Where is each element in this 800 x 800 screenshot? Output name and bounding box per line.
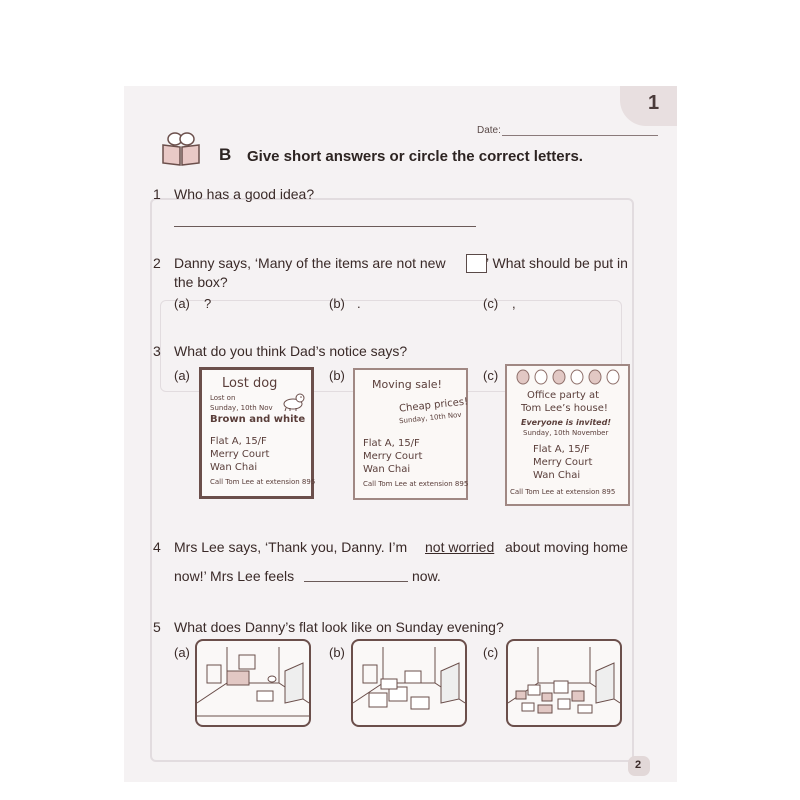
option-2c-label[interactable]: (c) bbox=[483, 296, 499, 311]
question-4-underlined: not worried bbox=[425, 539, 495, 555]
notice-b-addr1: Flat A, 15/F bbox=[363, 438, 420, 449]
boxes-room-illustration bbox=[353, 641, 465, 725]
unit-number: 1 bbox=[648, 92, 660, 114]
question-3-text: What do you think Dad’s notice says? bbox=[174, 343, 408, 359]
notice-c-addr1: Flat A, 15/F bbox=[533, 444, 590, 455]
notice-office-party[interactable] bbox=[505, 364, 630, 506]
answer-box[interactable] bbox=[466, 254, 487, 273]
notice-b-addr3: Wan Chai bbox=[363, 464, 411, 475]
notice-a-title: Lost dog bbox=[222, 376, 278, 391]
question-4-text-a: Mrs Lee says, ‘Thank you, Danny. I’m bbox=[174, 539, 408, 555]
option-2c-value: , bbox=[512, 296, 516, 311]
notice-a-lost-on: Lost on bbox=[210, 394, 236, 402]
notice-c-addr3: Wan Chai bbox=[533, 470, 581, 481]
notice-c-call: Call Tom Lee at extension 895 bbox=[510, 488, 616, 496]
notice-c-title-1: Office party at bbox=[527, 390, 600, 401]
room-picture-a[interactable] bbox=[195, 639, 311, 727]
room-picture-c[interactable] bbox=[506, 639, 622, 727]
date-line bbox=[502, 135, 658, 136]
option-5b-label[interactable]: (b) bbox=[329, 645, 345, 660]
question-1-text: Who has a good idea? bbox=[174, 186, 315, 202]
page-number: 2 bbox=[635, 759, 642, 771]
question-1-number: 1 bbox=[153, 186, 161, 202]
dog-icon bbox=[280, 390, 306, 412]
question-2-text-b: ’ What should be put in bbox=[486, 255, 628, 271]
notice-c-title-2: Tom Lee’s house! bbox=[521, 403, 608, 414]
unit-tab bbox=[620, 86, 677, 126]
question-3-number: 3 bbox=[153, 343, 161, 359]
question-4-text-b: about moving home bbox=[505, 539, 628, 555]
notice-a-addr3: Wan Chai bbox=[210, 462, 258, 473]
notice-a-date: Sunday, 10th Nov bbox=[210, 404, 273, 412]
notice-c-addr2: Merry Court bbox=[533, 457, 593, 468]
answer-line-1[interactable] bbox=[174, 226, 476, 227]
notice-b-addr2: Merry Court bbox=[363, 451, 423, 462]
option-5a-label[interactable]: (a) bbox=[174, 645, 190, 660]
page-number-badge bbox=[628, 756, 650, 776]
notice-a-addr1: Flat A, 15/F bbox=[210, 436, 267, 447]
notice-b-sub: Cheap prices! bbox=[398, 396, 469, 415]
option-5c-label[interactable]: (c) bbox=[483, 645, 499, 660]
notice-a-desc: Brown and white bbox=[210, 414, 306, 425]
section-letter: B bbox=[219, 145, 232, 164]
option-2a-value: ? bbox=[204, 296, 212, 311]
question-2-text-c: the box? bbox=[174, 274, 228, 290]
notice-a-call: Call Tom Lee at extension 895 bbox=[210, 478, 316, 486]
notice-a-addr2: Merry Court bbox=[210, 449, 270, 460]
answer-line-4[interactable] bbox=[304, 581, 408, 582]
question-5-text: What does Danny’s flat look like on Sunday evening? bbox=[174, 619, 504, 635]
book-icon bbox=[160, 131, 202, 167]
date-label: Date: bbox=[477, 125, 501, 136]
option-2b-value: . bbox=[357, 296, 361, 311]
balloons-icon bbox=[511, 368, 623, 390]
option-2b-label[interactable]: (b) bbox=[329, 296, 345, 311]
question-4-text-c: now!’ Mrs Lee feels bbox=[174, 568, 295, 584]
question-4-number: 4 bbox=[153, 539, 161, 555]
party-room-illustration bbox=[508, 641, 620, 725]
question-2-number: 2 bbox=[153, 255, 161, 271]
question-4-text-d: now. bbox=[412, 568, 441, 584]
notice-c-sub: Everyone is invited! bbox=[521, 418, 611, 427]
option-3c-label[interactable]: (c) bbox=[483, 368, 499, 383]
notice-lost-dog[interactable] bbox=[199, 367, 314, 499]
notice-moving-sale[interactable] bbox=[353, 368, 468, 500]
notice-b-title: Moving sale! bbox=[372, 378, 442, 391]
option-3b-label[interactable]: (b) bbox=[329, 368, 345, 383]
option-3a-label[interactable]: (a) bbox=[174, 368, 190, 383]
question-5-number: 5 bbox=[153, 619, 161, 635]
notice-b-date: Sunday, 10th Nov bbox=[398, 410, 462, 426]
room-picture-b[interactable] bbox=[351, 639, 467, 727]
option-2a-label[interactable]: (a) bbox=[174, 296, 190, 311]
notice-c-date: Sunday, 10th November bbox=[523, 429, 609, 437]
question-2-text-a: Danny says, ‘Many of the items are not new bbox=[174, 255, 446, 271]
section-title: Give short answers or circle the correct letters. bbox=[247, 148, 583, 165]
notice-b-call: Call Tom Lee at extension 895 bbox=[363, 480, 469, 488]
tidy-room-illustration bbox=[197, 641, 309, 725]
